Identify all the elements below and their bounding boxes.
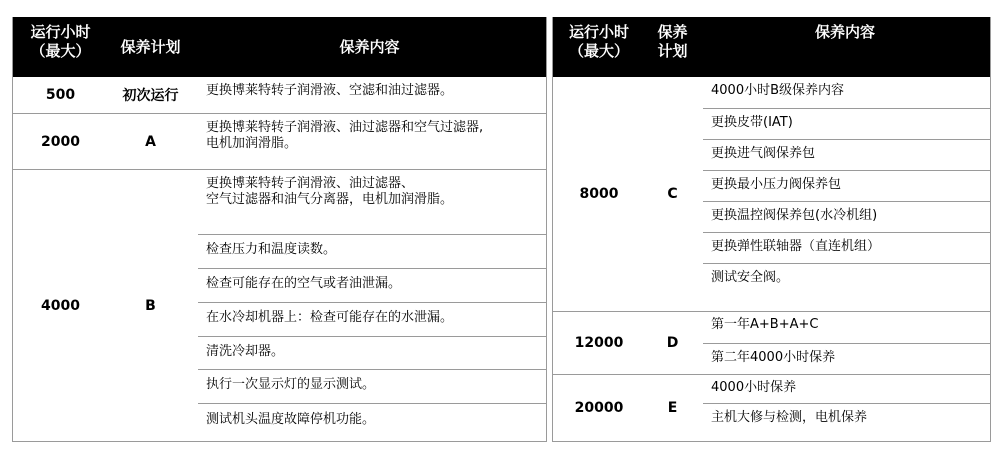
content-item: 更换皮带(IAT) xyxy=(703,108,990,139)
table-row-20000 xyxy=(553,374,990,441)
hours-cell: 20000 xyxy=(574,400,624,416)
content-cell xyxy=(703,375,990,441)
content-item: 更换博莱特转子润滑液、油过滤器和空气过滤器, 电机加润滑脂。 xyxy=(206,120,484,151)
content-item: 测试机头温度故障停机功能。 xyxy=(198,403,546,441)
content-item: 执行一次显示灯的显示测试。 xyxy=(198,369,546,403)
plan-cell: 初次运行 xyxy=(122,88,179,104)
table-row-8000 xyxy=(553,77,990,311)
hours-cell: 12000 xyxy=(574,335,624,351)
table-header xyxy=(13,17,546,77)
header-content: 保养内容 xyxy=(814,23,875,41)
plan-cell: B xyxy=(145,297,156,314)
content-item: 检查压力和温度读数。 xyxy=(198,234,546,268)
content-item: 第一年A+B+A+C xyxy=(711,317,819,332)
content-cell xyxy=(198,77,546,113)
content-cell xyxy=(198,114,546,169)
hours-cell: 500 xyxy=(45,87,76,103)
plan-cell: D xyxy=(666,335,679,351)
content-cell xyxy=(703,77,990,311)
table-row-12000 xyxy=(553,311,990,374)
header-plan: 保养计划 xyxy=(120,37,181,56)
content-item: 更换最小压力阀保养包 xyxy=(703,170,990,201)
content-item: 更换温控阀保养包(水冷机组) xyxy=(703,201,990,232)
content-item: 第二年4000小时保养 xyxy=(703,343,990,374)
hours-cell: 2000 xyxy=(41,133,80,150)
table-row-2000 xyxy=(13,113,546,169)
header-hours: 运行小时 （最大） xyxy=(30,23,91,60)
hours-cell: 4000 xyxy=(41,297,80,314)
plan-cell: E xyxy=(667,400,678,416)
maintenance-table-right xyxy=(552,17,991,442)
table-row-4000 xyxy=(13,169,546,441)
plan-cell: A xyxy=(145,133,156,150)
content-item: 测试安全阀。 xyxy=(703,263,990,311)
header-content: 保养内容 xyxy=(339,37,400,56)
content-item: 检查可能存在的空气或者油泄漏。 xyxy=(198,268,546,302)
content-item: 主机大修与检测，电机保养 xyxy=(703,403,990,442)
content-cell xyxy=(198,170,546,441)
content-item: 4000小时保养 xyxy=(711,380,797,395)
maintenance-table-left xyxy=(12,17,547,442)
content-item: 清洗冷却器。 xyxy=(198,336,546,369)
content-item: 在水冷却机器上：检查可能存在的水泄漏。 xyxy=(198,302,546,336)
header-hours: 运行小时 （最大） xyxy=(568,23,629,60)
content-item: 更换弹性联轴器（直连机组） xyxy=(703,232,990,263)
content-cell xyxy=(703,312,990,374)
content-item: 更换进气阀保养包 xyxy=(703,139,990,170)
plan-cell: C xyxy=(667,186,678,202)
table-row-500 xyxy=(13,77,546,113)
hours-cell: 8000 xyxy=(579,186,619,202)
content-item: 更换博莱特转子润滑液、空滤和油过滤器。 xyxy=(206,83,454,98)
header-plan: 保养 计划 xyxy=(657,23,688,60)
table-header xyxy=(553,17,990,77)
content-item: 更换博莱特转子润滑液、油过滤器、 空气过滤器和油气分离器，电机加润滑脂。 xyxy=(206,176,454,207)
content-item: 4000小时B级保养内容 xyxy=(711,83,845,98)
